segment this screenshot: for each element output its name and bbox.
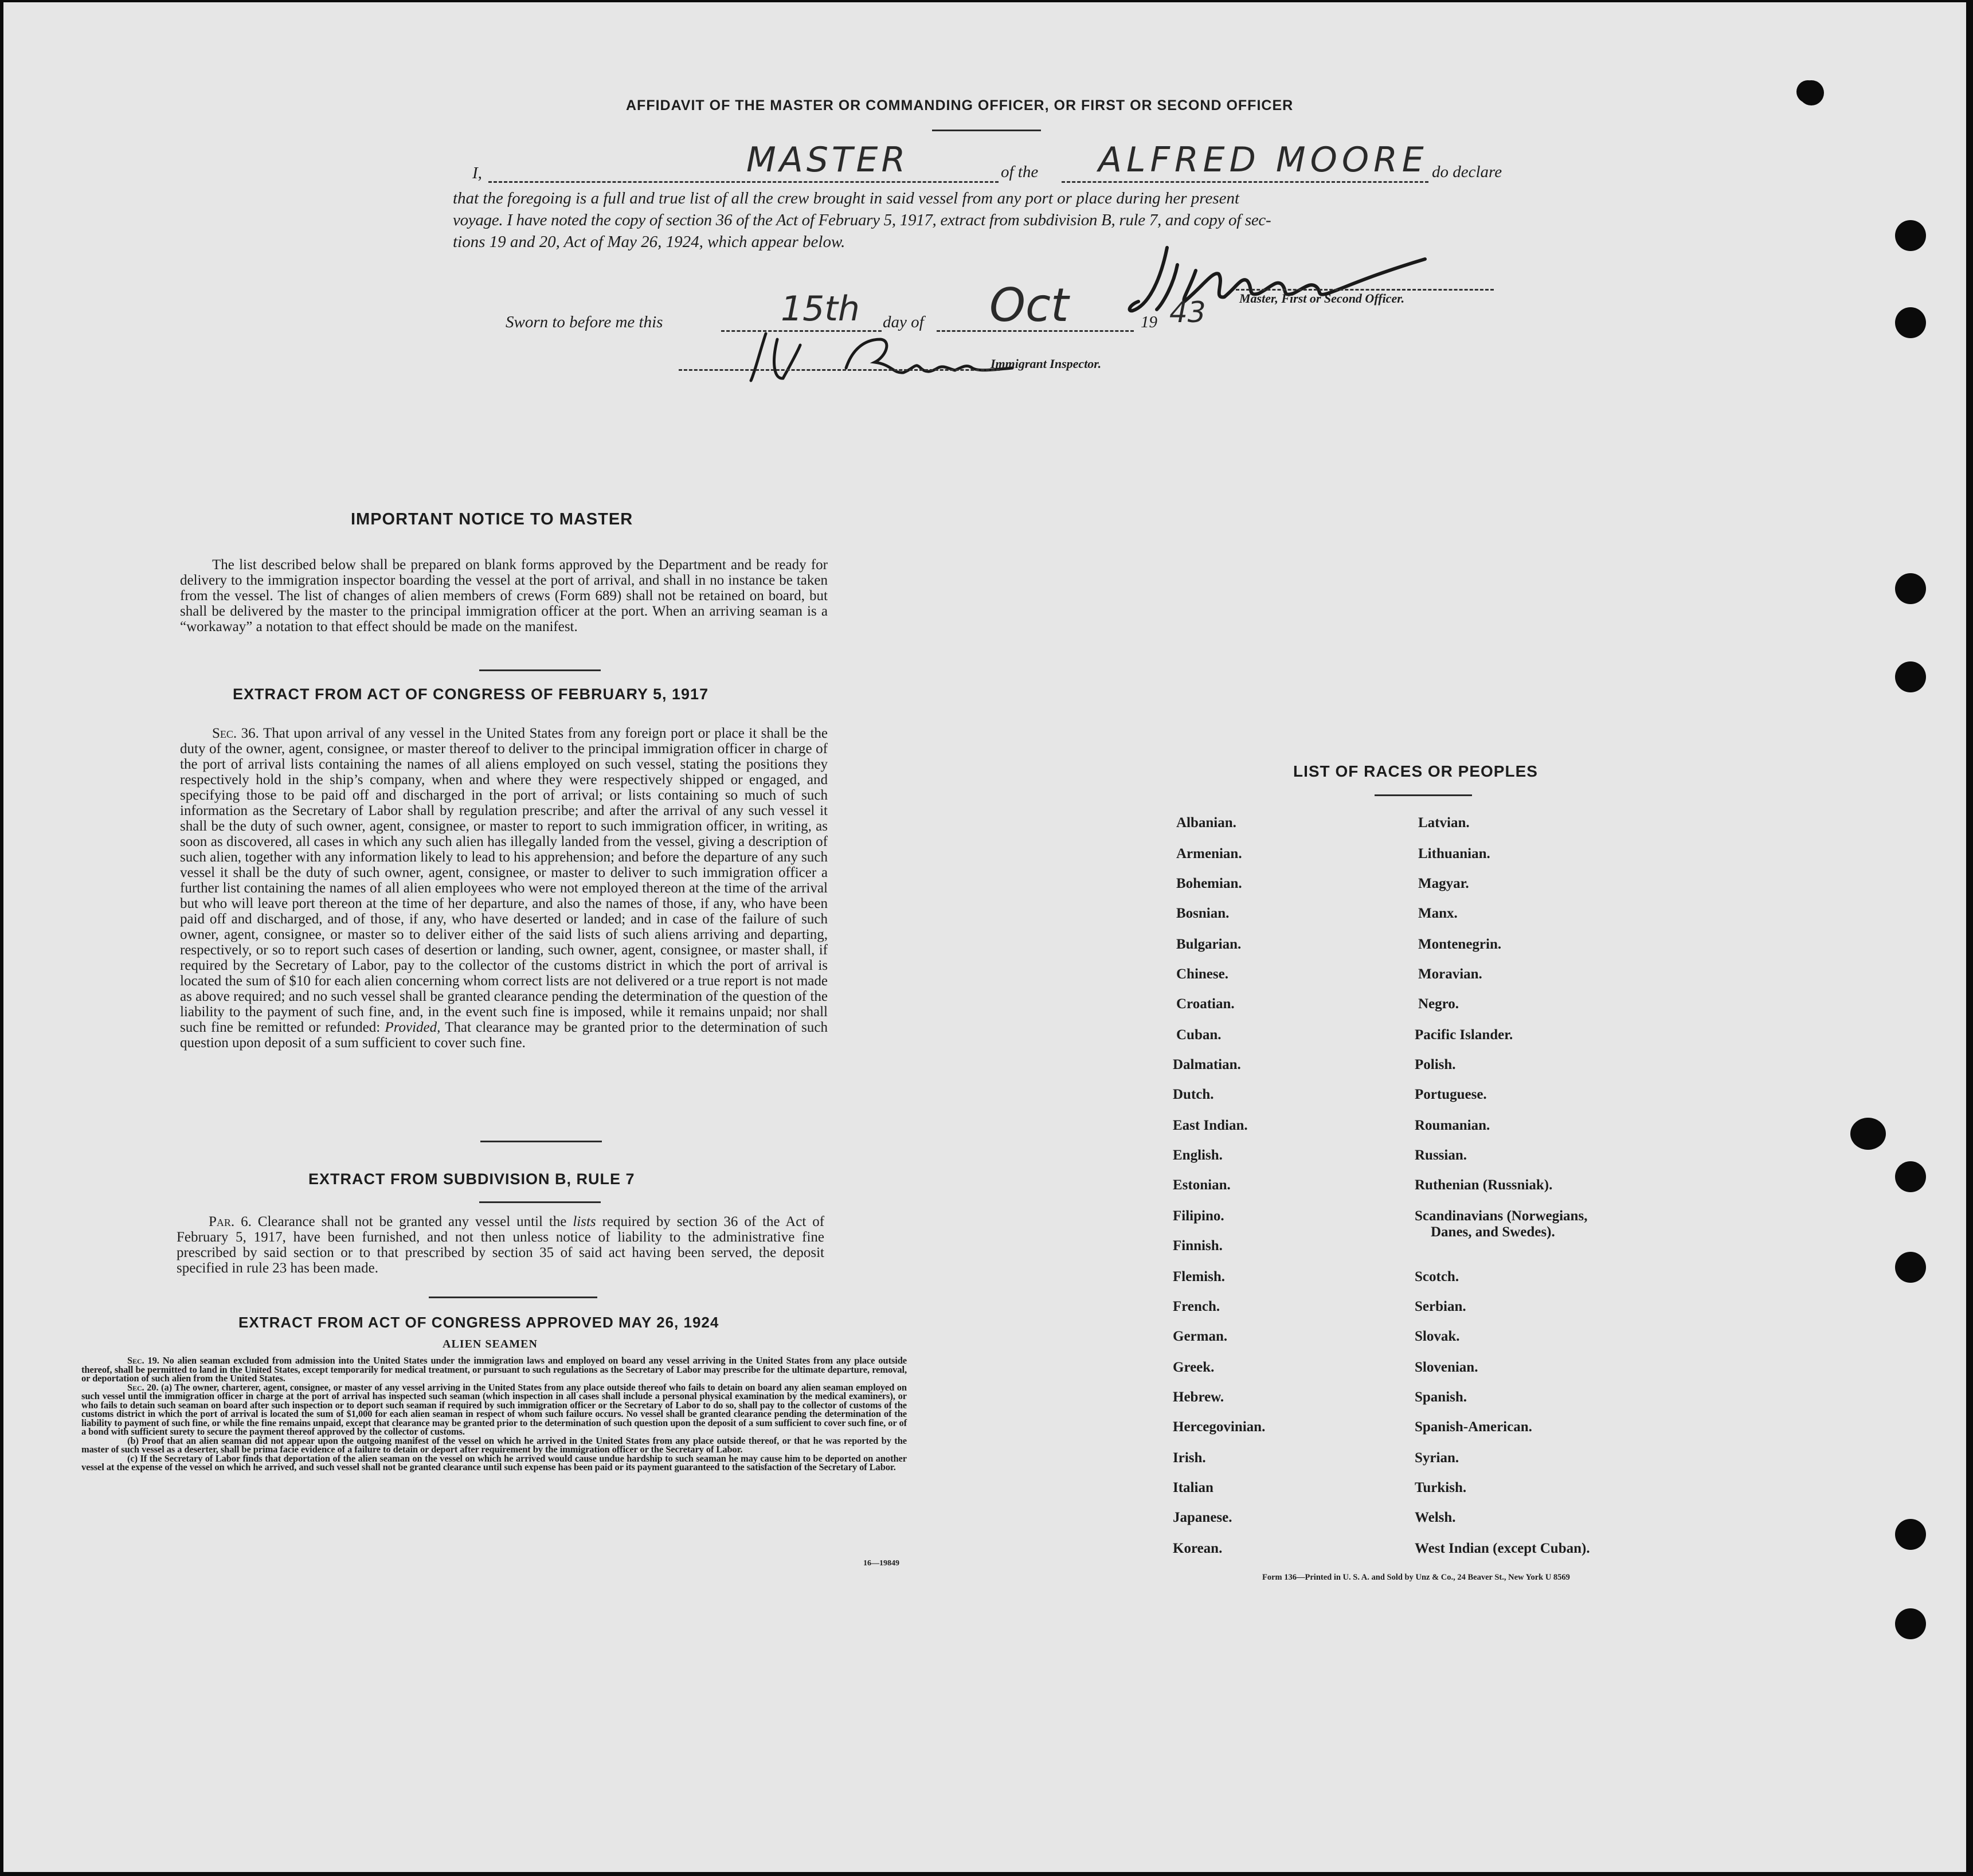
notice-body: The list described below shall be prepared on blank forms approved by the Department and be ready for delivery to the immigration inspector boarding the vessel at the port of arrival, and shall in no instance be taken from the vessel. The list of changes of alien members of crews (Form 689) shall not be retained on board, but shall be delivered by the master to the principal immigration officer at the port. When an arriving seaman is a “workaway” a notation to that effect should be made on the manifest. (180, 557, 828, 635)
notice-rule (479, 669, 601, 671)
race-item: East Indian. (1173, 1118, 1248, 1133)
sec-36-text: That upon arrival of any vessel in the United States from any foreign port or place it shall be the duty of the owner, agent, consignee, or master thereof to deliver to the principal immigration officer in charge of the port of arrival lists containing the names of all aliens employed on such vessel, stating the positions they respectively hold in the ship’s company, when and where they were respectively shipped or engaged, and specifying those to be paid off and discharged in the port of arrival; or lists containing so much of such information as the Secretary of Labor shall by regulation prescribe; and after the arrival of any such vessel it shall be the duty of such owner, agent, consignee, or master to report to such immigration officer, in writing, as soon as discovered, all cases in which any such alien has illegally landed from the vessel, giving a description of such alien, together with any information likely to lead to his apprehension; and before the departure of any such vessel it shall be the duty of such owner, agent, consignee, or master to deliver to such immigration officer a further list containing the names of all alien employees who were not employed thereon at the time of the arrival but who will leave port thereon at the time of her departure, and also the names of those, if any, who have been paid off and discharged, and of those, if any, who have deserted or landed; and in case of the failure of such owner, agent, consignee, or master so to deliver either of the said lists of such aliens arriving and departing, respectively, or so to report such cases of desertion or landing, such owner, agent, consignee, or master shall, if required by the Secretary of Labor, pay to the collector of the customs district in which the port of arrival is located the sum of $10 for each alien concerning whom correct lists are not delivered or a true report is not made as above required; and no such vessel shall be granted clearance pending the determination of the question of the liability to the payment of such fine, and, in the event such fine is imposed, while it remains unpaid; nor shall such fine be remitted or refunded: (180, 726, 828, 1035)
inspector-line (679, 369, 1000, 371)
sec-19-label: Sec. 19. (127, 1355, 159, 1366)
punch-hole (1895, 1252, 1926, 1283)
month-handwritten: Oct (989, 279, 1069, 332)
race-item: Croatian. (1176, 996, 1235, 1012)
inspector-caption: Immigrant Inspector. (991, 357, 1102, 371)
form-code: 16—19849 (863, 1559, 899, 1568)
rule7-rule (479, 1201, 601, 1203)
punch-hole (1895, 661, 1926, 692)
rule7-body (177, 1214, 824, 1276)
race-item: Chinese. (1176, 966, 1228, 982)
race-item: Finnish. (1173, 1238, 1223, 1254)
affidavit-heading: AFFIDAVIT OF THE MASTER OR COMMANDING OFFICER, OR FIRST OR SECOND OFFICER (626, 97, 1294, 113)
race-item: Scotch. (1415, 1269, 1459, 1284)
alien-seamen-subheading: ALIEN SEAMEN (443, 1338, 538, 1350)
race-item: Spanish. (1415, 1389, 1467, 1405)
race-item: Bohemian. (1176, 876, 1242, 891)
race-item: Japanese. (1173, 1510, 1232, 1525)
heading-rule (932, 130, 1041, 131)
provided-word: Provided, (385, 1020, 441, 1035)
race-item: Syrian. (1415, 1450, 1459, 1466)
extract-1917-heading: EXTRACT FROM ACT OF CONGRESS OF FEBRUARY 5, 1917 (233, 686, 709, 703)
race-item: German. (1173, 1329, 1228, 1344)
race-item: Russian. (1415, 1147, 1467, 1163)
rule7-text-b: required by section 36 of the Act of February 5, 1917, have been furnished, and not then unless notice of liability to the administrative fine prescribed by said section or to that prescribed by section 35 of said act having been served, the deposit specified in rule 23 has been made. (177, 1214, 825, 1276)
punch-hole (1895, 307, 1926, 338)
punch-hole (1799, 80, 1824, 105)
extract-1924-heading: EXTRACT FROM ACT OF CONGRESS APPROVED MAY 26, 1924 (238, 1314, 719, 1331)
race-item: West Indian (except Cuban). (1415, 1541, 1590, 1556)
notice-heading: IMPORTANT NOTICE TO MASTER (351, 510, 633, 528)
vessel-line (1062, 181, 1428, 183)
i-label: I, (472, 164, 482, 182)
extract-1917-rule (480, 1141, 602, 1142)
sec-20a-text: (a) The owner, charterer, agent, consignee, or master of any vessel arriving in the United States from any place outside thereof who fails to detain on board any alien seaman employed on such vessel until the immigration officer in charge at the port of arrival has inspected such seaman (which inspection in all cases shall include a personal physical examination by the medical examiners), or who fails to detain such seaman on board after such inspection or to deport such seaman if required by such immigration officer or the Secretary of Labor to do so, shall pay to the collector of customs of the customs district in which the port of arrival is located the sum of $1,000 for each alien seaman in respect of whom such failure occurs. No vessel shall be granted clearance pending the determination of the liability to payment of such fine, or while the fine remains unpaid, except that clearance may be granted prior to the determination of such question upon the deposit of a sum sufficient to cover such fine, or of a bond with sufficient surety to secure the payment thereof approved by the collector of customs. (81, 1381, 907, 1437)
race-item: Hercegovinian. (1173, 1419, 1266, 1435)
year-prefix: 19 (1141, 313, 1157, 331)
race-item: Korean. (1173, 1541, 1223, 1556)
race-item: Magyar. (1418, 876, 1469, 891)
sec-36-label: Sec. 36. (212, 726, 259, 741)
punch-hole (1895, 573, 1926, 604)
race-item: Albanian. (1176, 815, 1236, 831)
races-heading: LIST OF RACES OR PEOPLES (1293, 762, 1538, 780)
sec-20b-paragraph: (b) Proof that an alien seaman did not appear upon the outgoing manifest of the vessel on which he arrived in the United States from any place outside thereof, or that he was reported by the master of such vessel as a deserter, shall be prima facie evidence of a failure to detain or deport after requirement by the immigration officer or the Secretary of Labor. (81, 1435, 907, 1455)
race-item: Filipino. (1173, 1208, 1224, 1224)
affidavit-line-3: tions 19 and 20, Act of May 26, 1924, which appear below. (453, 233, 845, 251)
race-item: Roumanian. (1415, 1118, 1490, 1133)
race-item: Greek. (1173, 1360, 1215, 1375)
race-item: Bosnian. (1176, 906, 1230, 921)
of-the-label: of the (1001, 163, 1039, 181)
par-6-label: Par. 6. (209, 1214, 252, 1229)
punch-hole (1895, 220, 1926, 251)
sworn-label: Sworn to before me this (506, 313, 663, 331)
extract-1917-body (180, 726, 828, 1051)
race-item: Polish. (1415, 1057, 1456, 1072)
race-item: Armenian. (1176, 846, 1242, 861)
races-rule (1375, 794, 1472, 796)
master-line (488, 181, 999, 183)
sec-19-text: No alien seaman excluded from admission into the United States under the immigration laws and employed on board any vessel arriving in the United States from any place outside thereof, shall be permitted to land in the United States, except temporarily for medical treatment, or pursuant to such regulations as the Secretary of Labor may prescribe for the ultimate departure, removal, or deportation of such alien from the United States. (81, 1355, 907, 1384)
sec-20-label: Sec. 20. (127, 1381, 159, 1393)
document-page (3, 2, 1966, 1872)
race-item: Negro. (1418, 996, 1459, 1012)
race-item: Dalmatian. (1173, 1057, 1241, 1072)
race-item: Moravian. (1418, 966, 1482, 982)
race-item: Latvian. (1418, 815, 1470, 831)
sec-20c-paragraph: (c) If the Secretary of Labor finds that deportation of the alien seaman on the vessel on which he arrived would cause undue hardship to such seaman he may cause him to be deported on another vessel at the expense of the vessel on which he arrived, and such vessel shall not be granted clearance until such expense has been paid or its payment guaranteed to the satisfaction of the Secretary of Labor. (81, 1452, 907, 1472)
race-item: Portuguese. (1415, 1087, 1487, 1102)
master-handwritten: MASTER (746, 140, 909, 180)
race-item: Hebrew. (1173, 1389, 1224, 1405)
race-item: Slovak. (1415, 1329, 1460, 1344)
race-item: Montenegrin. (1418, 937, 1502, 952)
race-item: Danes, and Swedes). (1431, 1224, 1555, 1240)
do-declare-label: do declare (1432, 163, 1502, 181)
race-item: Manx. (1418, 906, 1458, 921)
race-item: Spanish-American. (1415, 1419, 1532, 1435)
race-item: Lithuanian. (1418, 846, 1490, 861)
race-item: Italian (1173, 1480, 1213, 1495)
affidavit-line-2: voyage. I have noted the copy of section 36 of the Act of February 5, 1917, extract from subdivision B, rule 7, and copy of sec- (453, 211, 1271, 229)
race-item: Serbian. (1415, 1299, 1466, 1314)
race-item: Scandinavians (Norwegians, (1415, 1208, 1588, 1224)
punch-hole (1895, 1608, 1926, 1639)
rule7-bottom-rule (429, 1297, 597, 1298)
lists-word: lists (573, 1214, 596, 1229)
sec-36-text-end: That clearance may be granted prior to the determination of such question upon deposit of a sum sufficient to cover such fine. (180, 1020, 828, 1051)
race-item: Slovenian. (1415, 1360, 1478, 1375)
affidavit-line-1: that the foregoing is a full and true list of all the crew brought in said vessel from any port or place during her present (453, 189, 1240, 207)
race-item: Welsh. (1415, 1510, 1456, 1525)
punch-hole (1895, 1161, 1926, 1192)
sec-20a-paragraph (81, 1383, 907, 1436)
sec-19-paragraph (81, 1356, 907, 1383)
extract-1924-body (81, 1356, 907, 1472)
day-of-label: day of (883, 313, 924, 331)
punch-hole (1895, 1519, 1926, 1550)
race-item: Turkish. (1415, 1480, 1467, 1495)
race-item: Bulgarian. (1176, 937, 1242, 952)
race-item: Ruthenian (Russniak). (1415, 1177, 1553, 1193)
day-handwritten: 15th (781, 289, 860, 329)
rule7-text-a: Clearance shall not be granted any vessel until the (257, 1214, 567, 1229)
race-item: Pacific Islander. (1415, 1027, 1513, 1043)
punch-hole (1850, 1118, 1886, 1150)
race-item: French. (1173, 1299, 1220, 1314)
rule7-heading: EXTRACT FROM SUBDIVISION B, RULE 7 (308, 1170, 635, 1188)
race-item: Irish. (1173, 1450, 1206, 1466)
printer-footer: Form 136—Printed in U. S. A. and Sold by Unz & Co., 24 Beaver St., New York U 8569 (1262, 1573, 1570, 1582)
vessel-handwritten: ALFRED MOORE (1098, 140, 1428, 180)
race-item: Cuban. (1176, 1027, 1222, 1043)
race-item: English. (1173, 1147, 1223, 1163)
officer-line (1236, 289, 1494, 291)
race-item: Estonian. (1173, 1177, 1231, 1193)
race-item: Flemish. (1173, 1269, 1225, 1284)
race-item: Dutch. (1173, 1087, 1214, 1102)
officer-caption: Master, First or Second Officer. (1239, 291, 1405, 306)
year-handwritten: 43 (1169, 296, 1206, 329)
